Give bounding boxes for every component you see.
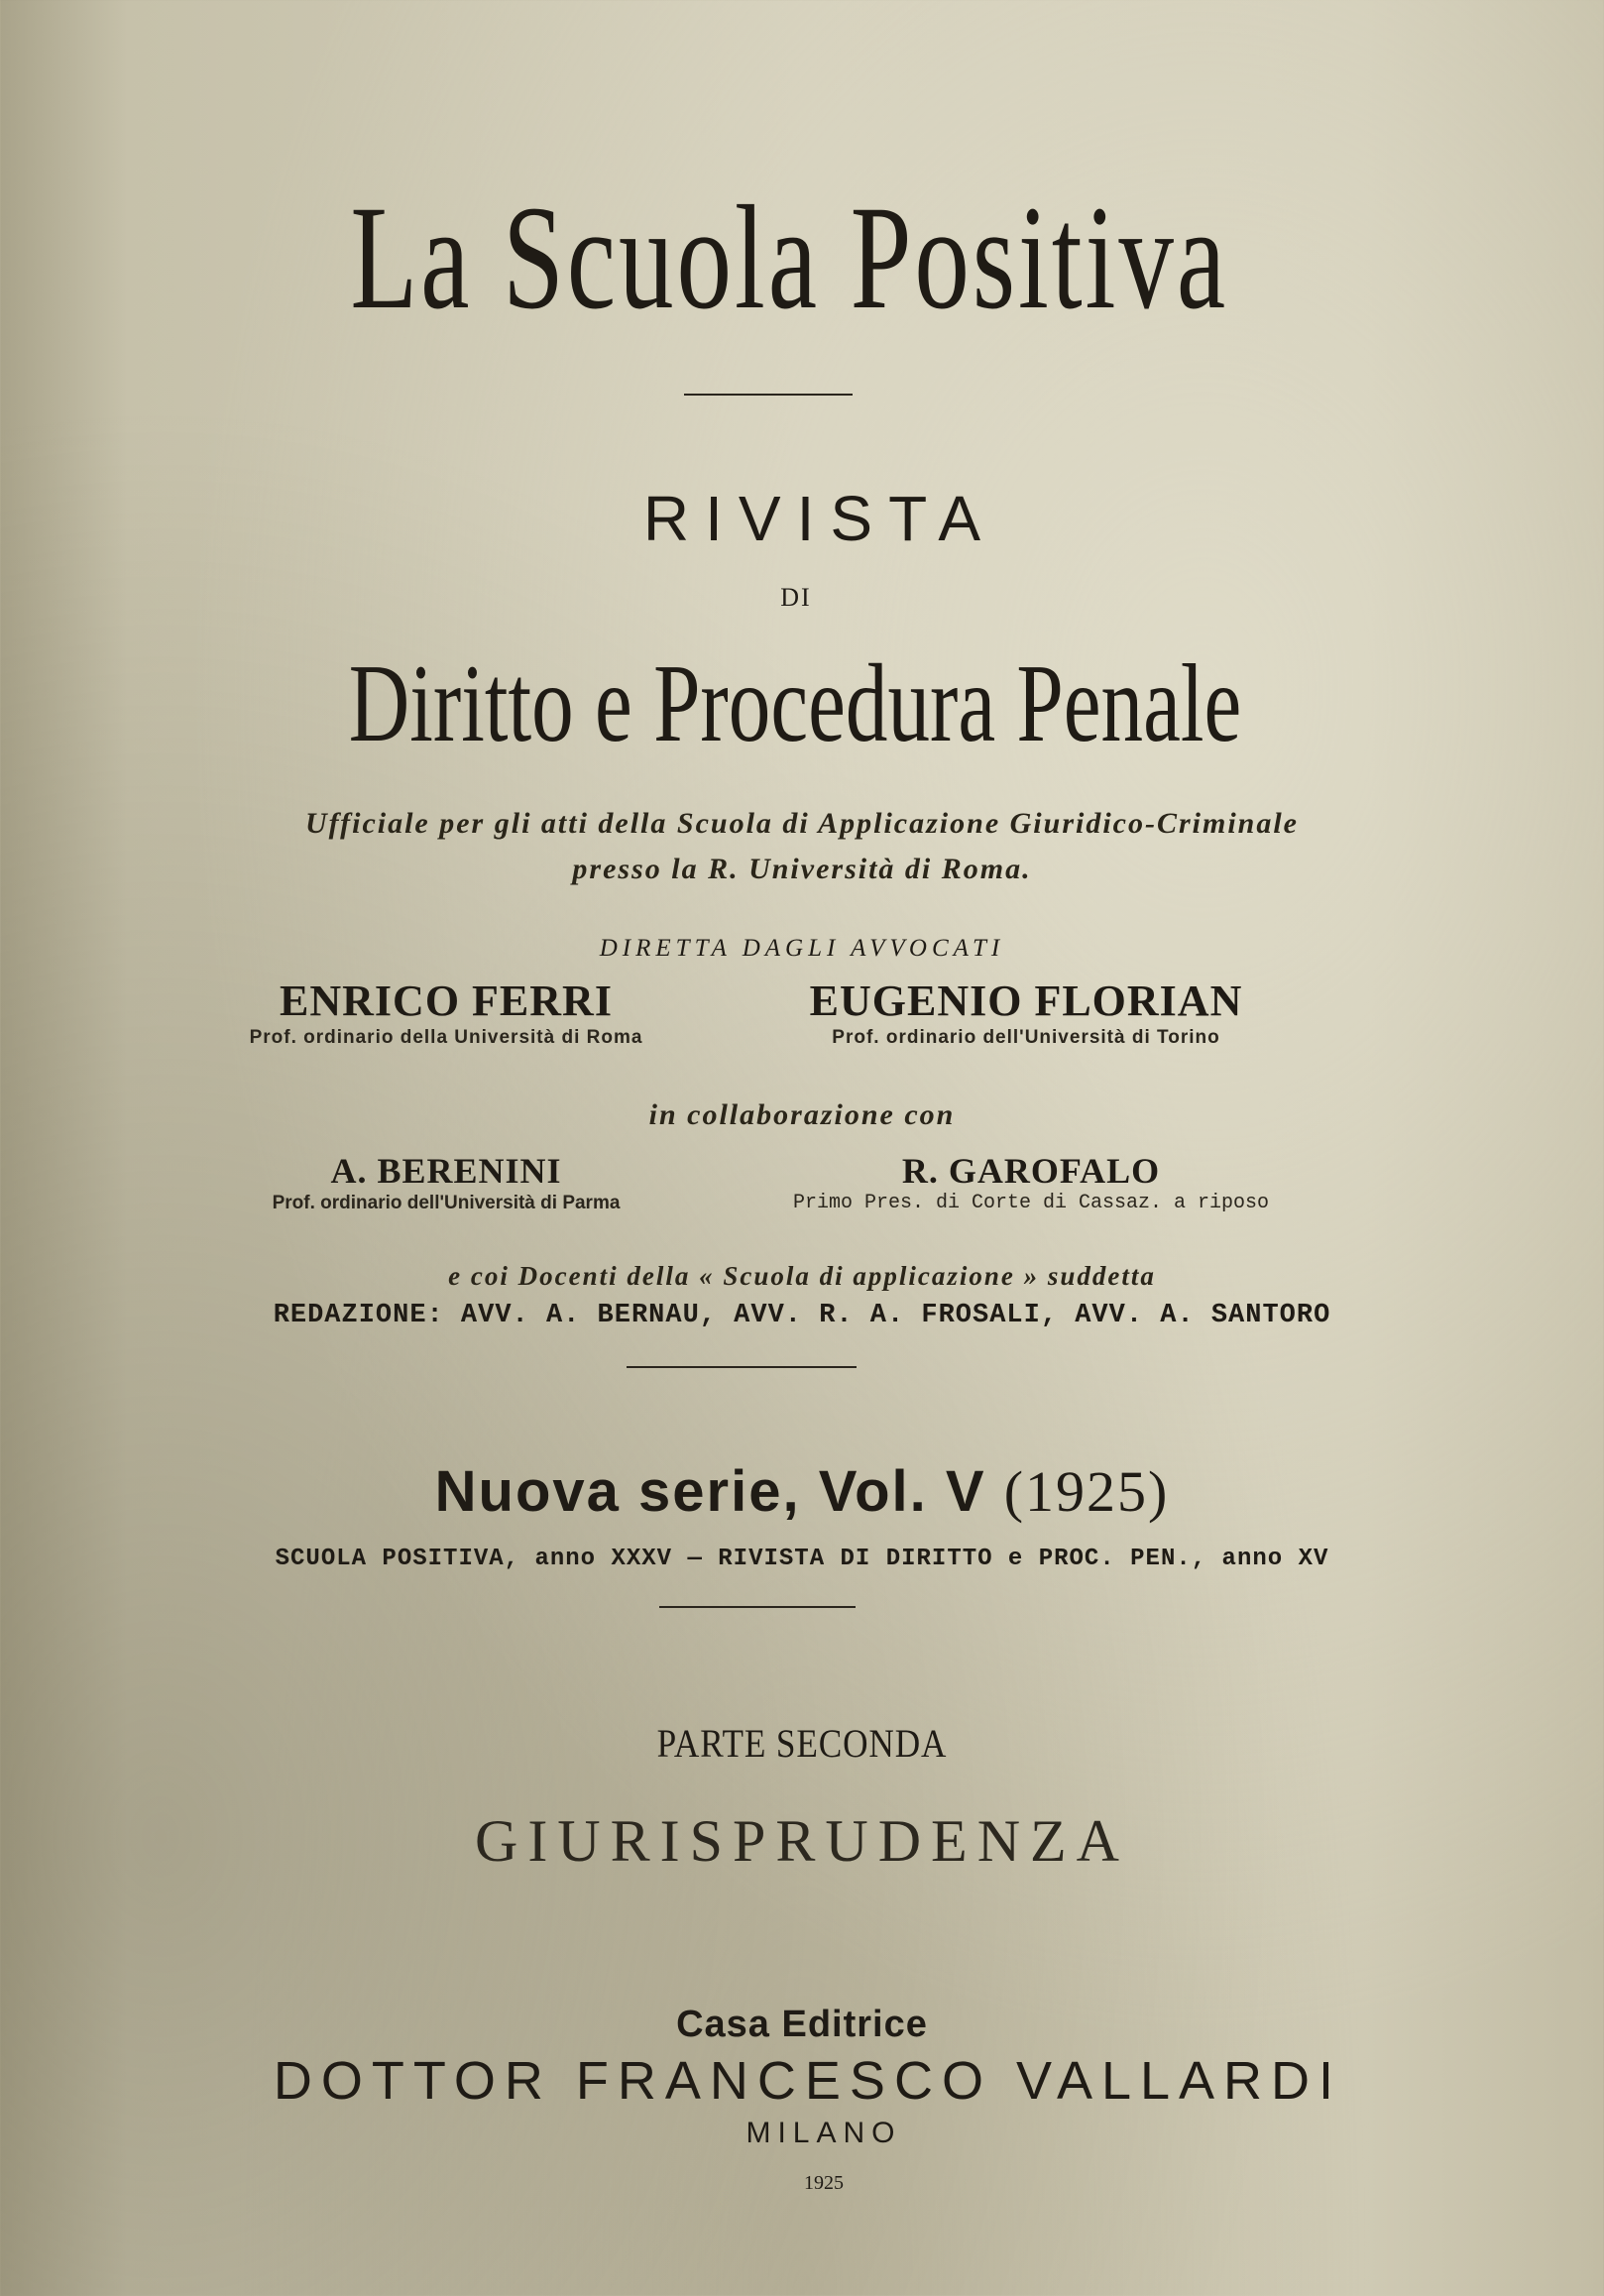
series-year: (1925) [1003, 1459, 1170, 1524]
official-line-1: Ufficiale per gli atti della Scuola di Applicazione Giuridico-Criminale [305, 807, 1299, 840]
publisher-city: MILANO [745, 2117, 902, 2149]
collaborator-affiliation: Prof. ordinario dell'Università di Parma [272, 1193, 621, 1213]
publication-year: 1925 [804, 2172, 844, 2194]
collaborator-berenini [193, 1150, 699, 1215]
publisher-name: DOTTOR FRANCESCO VALLARDI [273, 2051, 1343, 2111]
series-subtitle: SCUOLA POSITIVA, anno XXXV — RIVISTA DI DIRITTO e PROC. PEN., anno XV [275, 1546, 1329, 1572]
rivista-heading: RIVISTA [642, 483, 997, 554]
director-ferri [193, 976, 699, 1050]
collaborator-garofalo [753, 1150, 1309, 1215]
collaborator-name: A. BERENINI [330, 1151, 562, 1191]
series-divider [659, 1606, 856, 1608]
editorial-staff: REDAZIONE: AVV. A. BERNAU, AVV. R. A. FROSALI, AVV. A. SANTORO [273, 1301, 1331, 1330]
series-main: Nuova serie, Vol. V [434, 1459, 986, 1524]
collaborator-affiliation: Primo Pres. di Corte di Cassaz. a riposo [792, 1192, 1270, 1214]
journal-title: La Scuola Positiva [350, 175, 1229, 340]
director-affiliation: Prof. ordinario della Università di Roma [249, 1027, 643, 1048]
directed-by-label: DIRETTA DAGLI AVVOCATI [599, 935, 1005, 962]
di-word: DI [780, 583, 812, 612]
collaborator-name: R. GAROFALO [901, 1151, 1161, 1191]
section-title: GIURISPRUDENZA [474, 1808, 1130, 1874]
journal-subtitle: Diritto e Procedura Penale [348, 642, 1242, 765]
docenti-line: e coi Docenti della « Scuola di applicazione » suddetta [448, 1261, 1156, 1291]
director-name: EUGENIO FLORIAN [809, 976, 1243, 1025]
publisher-label: Casa Editrice [676, 2004, 928, 2045]
official-line-2: presso la R. Università di Roma. [572, 853, 1032, 885]
director-name: ENRICO FERRI [280, 976, 613, 1025]
title-divider [684, 394, 853, 396]
part-label: PARTE SECONDA [656, 1721, 948, 1766]
editorial-divider [627, 1366, 857, 1368]
collaboration-label: in collaborazione con [648, 1098, 956, 1131]
director-florian [773, 976, 1279, 1050]
director-affiliation: Prof. ordinario dell'Università di Torino [832, 1027, 1220, 1048]
series-volume [0, 1457, 1604, 1527]
